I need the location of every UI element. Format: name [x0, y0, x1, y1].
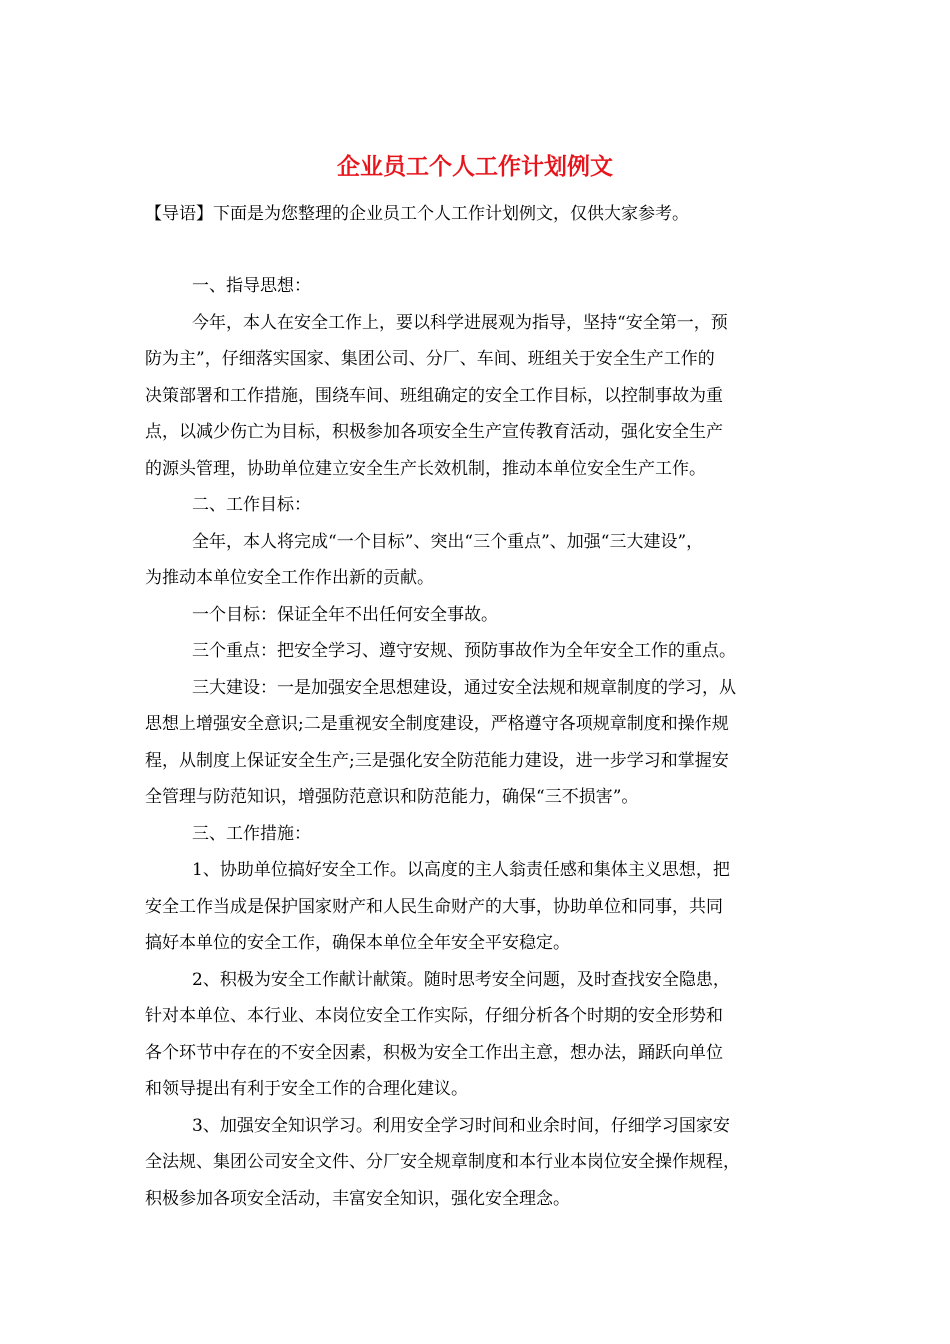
paragraph-line: 各个环节中存在的不安全因素，积极为安全工作出主意，想办法，踊跃向单位: [145, 1042, 723, 1063]
paragraph-line: 点，以减少伤亡为目标，积极参加各项安全生产宣传教育活动，强化安全生产: [145, 422, 723, 442]
paragraph-line: 防为主”，仔细落实国家、集团公司、分厂、车间、班组关于安全生产工作的: [145, 349, 715, 369]
paragraph-line: 针对本单位、本行业、本岗位安全工作实际，仔细分析各个时期的安全形势和: [145, 1006, 723, 1026]
paragraph: [145, 597, 817, 634]
paragraph: [145, 305, 817, 488]
paragraph-line: 3、加强安全知识学习。利用安全学习时间和业余时间，仔细学习国家安: [192, 1115, 730, 1136]
paragraph: [145, 852, 817, 962]
paragraph-line: 三、工作措施：: [192, 823, 311, 844]
paragraph: [145, 816, 817, 853]
paragraph-line: 三大建设：一是加强安全思想建设，通过安全法规和规章制度的学习，从: [192, 677, 736, 698]
paragraph: [145, 487, 817, 524]
paragraph: [145, 524, 817, 597]
paragraph-line: 搞好本单位的安全工作，确保本单位全年安全平安稳定。: [145, 933, 570, 953]
paragraph-line: 1、协助单位搞好安全工作。以高度的主人翁责任感和集体主义思想，把: [192, 860, 730, 880]
paragraph-line: 思想上增强安全意识;二是重视安全制度建设，严格遵守各项规章制度和操作规: [145, 714, 729, 734]
paragraph-line: 程，从制度上保证安全生产;三是强化安全防范能力建设，进一步学习和掌握安: [145, 750, 729, 771]
paragraph-line: 的源头管理，协助单位建立安全生产长效机制，推动本单位安全生产工作。: [145, 458, 706, 479]
paragraph-line: 全年，本人将完成“一个目标”、突出“三个重点”、加强“三大建设”，: [192, 531, 704, 552]
paragraph-line: 今年，本人在安全工作上，要以科学进展观为指导，坚持“安全第一，预: [192, 312, 728, 333]
paragraph-line: 安全工作当成是保护国家财产和人民生命财产的大事，协助单位和同事，共同: [145, 896, 723, 917]
paragraph-line: 积极参加各项安全活动，丰富安全知识，强化安全理念。: [145, 1188, 570, 1209]
paragraph: [145, 633, 817, 670]
paragraph: [145, 962, 817, 1108]
intro-paragraph: 【导语】下面是为您整理的企业员工个人工作计划例文，仅供大家参考。: [145, 204, 689, 224]
body-paragraphs: [145, 268, 817, 1217]
paragraph: [145, 268, 817, 305]
paragraph-line: 决策部署和工作措施，围绕车间、班组确定的安全工作目标，以控制事故为重: [145, 385, 723, 406]
paragraph-line: 全法规、集团公司安全文件、分厂安全规章制度和本行业本岗位安全操作规程，: [145, 1152, 740, 1172]
document-title: 企业员工个人工作计划例文: [337, 153, 613, 180]
paragraph-line: 和领导提出有利于安全工作的合理化建议。: [145, 1079, 468, 1099]
paragraph-line: 2、积极为安全工作献计献策。随时思考安全问题，及时查找安全隐患，: [192, 969, 730, 990]
paragraph: [145, 1108, 817, 1218]
paragraph-line: 一个目标：保证全年不出任何安全事故。: [192, 604, 498, 625]
paragraph: [145, 670, 817, 816]
paragraph-line: 二、工作目标：: [192, 495, 311, 515]
paragraph-line: 为推动本单位安全工作作出新的贡献。: [145, 568, 434, 588]
paragraph-line: 一、指导思想：: [192, 276, 311, 296]
paragraph-line: 全管理与防范知识，增强防范意识和防范能力，确保“三不损害”。: [145, 787, 639, 807]
paragraph-line: 三个重点：把安全学习、遵守安规、预防事故作为全年安全工作的重点。: [192, 641, 736, 661]
document-body: [145, 196, 817, 1217]
